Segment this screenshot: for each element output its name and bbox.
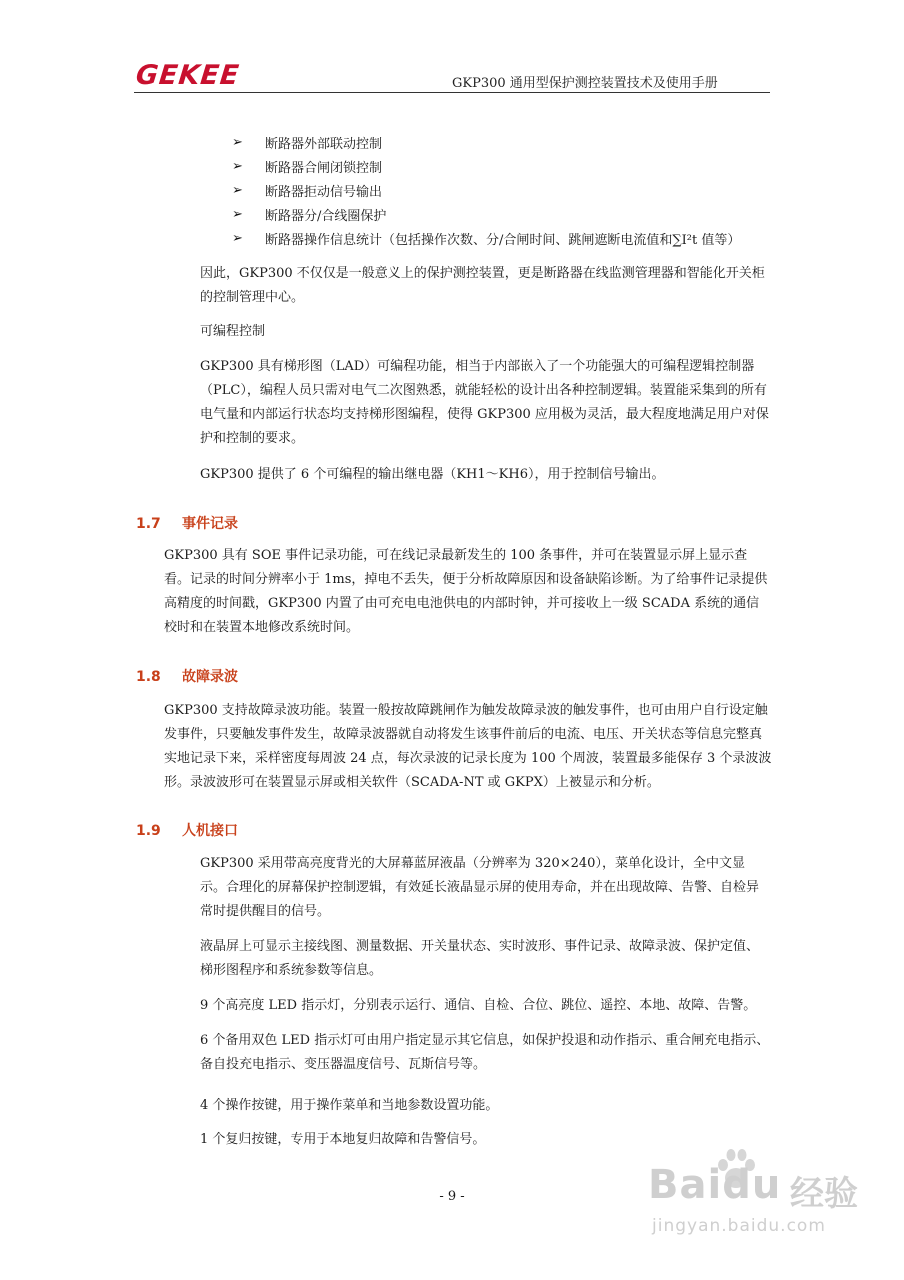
hmi-paragraph: GKP300 采用带高亮度背光的大屏幕蓝屏液晶（分辨率为 320×240），菜单化设计，全中文显示。合理化的屏幕保护控制逻辑，有效延长液晶显示屏的使用寿命，并在出现故障、告警、自检异常时提供醒目的信号。 [200,856,760,919]
arrow-bullet-icon: ➢ [232,158,243,174]
list-item-text: 断路器分/合线圈保护 [265,208,387,224]
gekee-logo: GEKEE [134,60,242,91]
hmi-paragraph: 6 个备用双色 LED 指示灯可由用户指定显示其它信息，如保护投退和动作指示、重合闸充电指示、备自投充电指示、变压器温度信号、瓦斯信号等。 [200,1033,770,1072]
section-title: 人机接口 [182,823,238,839]
hmi-paragraph: 液晶屏上可显示主接线图、测量数据、开关量状态、实时波形、事件记录、故障录波、保护定值、梯形图程序和系统参数等信息。 [200,939,760,978]
section-heading-fault-recording [136,666,238,686]
list-item [232,202,740,226]
manual-title: GKP300 通用型保护测控装置技术及使用手册 [452,76,718,91]
list-item [232,178,740,202]
programmable-control-paragraph: GKP300 具有梯形图（LAD）可编程功能，相当于内部嵌入了一个功能强大的可编程逻辑控制器（PLC），编程人员只需对电气二次图熟悉，就能轻松的设计出各种控制逻辑。装置能采集到的所有电气量和内部运行状态均支持梯形图编程，使得 GKP300 应用极为灵活，最大程度地满足用户对保护和控制的要求。 [200,359,769,446]
section-heading-event-record [136,513,238,533]
list-item [232,130,740,154]
list-item-text: 断路器拒动信号输出 [265,184,383,200]
list-item [232,226,740,250]
list-item-text: 断路器外部联动控制 [265,136,383,152]
section-number: 1.9 [136,823,161,839]
header-divider [134,92,770,93]
arrow-bullet-icon: ➢ [232,230,243,246]
watermark-jingyan: 经验 [790,1174,858,1214]
fault-recording-paragraph: GKP300 支持故障录波功能。装置一般按故障跳闸作为触发故障录波的触发事件，也可由用户自行设定触发事件，只要触发事件发生，故障录波器就自动将发生该事件前后的电流、电压、开关状态等信息完整真实地记录下来，采样密度每周波 24 点，每次录波的记录长度为 100 个周波，装置最多能保存 3 个录波波形。录波波形可在装置显示屏或相关软件（SCADA-NT 或 GKPX）上被显示和分析。 [164,703,772,790]
baidu-jingyan-watermark [648,1140,878,1250]
section-number: 1.7 [136,516,161,532]
list-item-text: 断路器操作信息统计（包括操作次数、分/合闸时间、跳闸遮断电流值和∑I²t 值等） [265,232,741,248]
programmable-control-title: 可编程控制 [200,324,266,339]
output-relay-paragraph: GKP300 提供了 6 个可编程的输出继电器（KH1～KH6），用于控制信号输出。 [200,467,665,482]
hmi-paragraph: 1 个复归按键，专用于本地复归故障和告警信号。 [200,1132,486,1147]
section-title: 事件记录 [182,516,238,532]
hmi-paragraph: 4 个操作按键，用于操作菜单和当地参数设置功能。 [200,1098,499,1113]
section-number: 1.8 [136,669,161,685]
summary-paragraph: 因此，GKP300 不仅仅是一般意义上的保护测控装置，更是断路器在线监测管理器和智能化开关柜的控制管理中心。 [200,266,765,305]
breaker-feature-list [232,130,740,250]
section-title: 故障录波 [182,669,238,685]
arrow-bullet-icon: ➢ [232,206,243,222]
list-item [232,154,740,178]
list-item-text: 断路器合闸闭锁控制 [265,160,383,176]
watermark-url: jingyan.baidu.com [652,1216,826,1236]
section-heading-hmi [136,820,238,840]
watermark-brand: Baidu [648,1162,782,1208]
arrow-bullet-icon: ➢ [232,182,243,198]
page-number: - 9 - [439,1189,465,1204]
hmi-paragraph: 9 个高亮度 LED 指示灯，分别表示运行、通信、自检、合位、跳位、遥控、本地、故障、告警。 [200,998,757,1013]
arrow-bullet-icon: ➢ [232,134,243,150]
event-record-paragraph: GKP300 具有 SOE 事件记录功能，可在线记录最新发生的 100 条事件，并可在装置显示屏上显示查看。记录的时间分辨率小于 1ms，掉电不丢失，便于分析故障原因和设备缺陷诊断。为了给事件记录提供高精度的时间戳，GKP300 内置了由可充电电池供电的内部时钟，并可接收上一级 SCADA 系统的通信校时和在装置本地修改系统时间。 [164,548,768,635]
